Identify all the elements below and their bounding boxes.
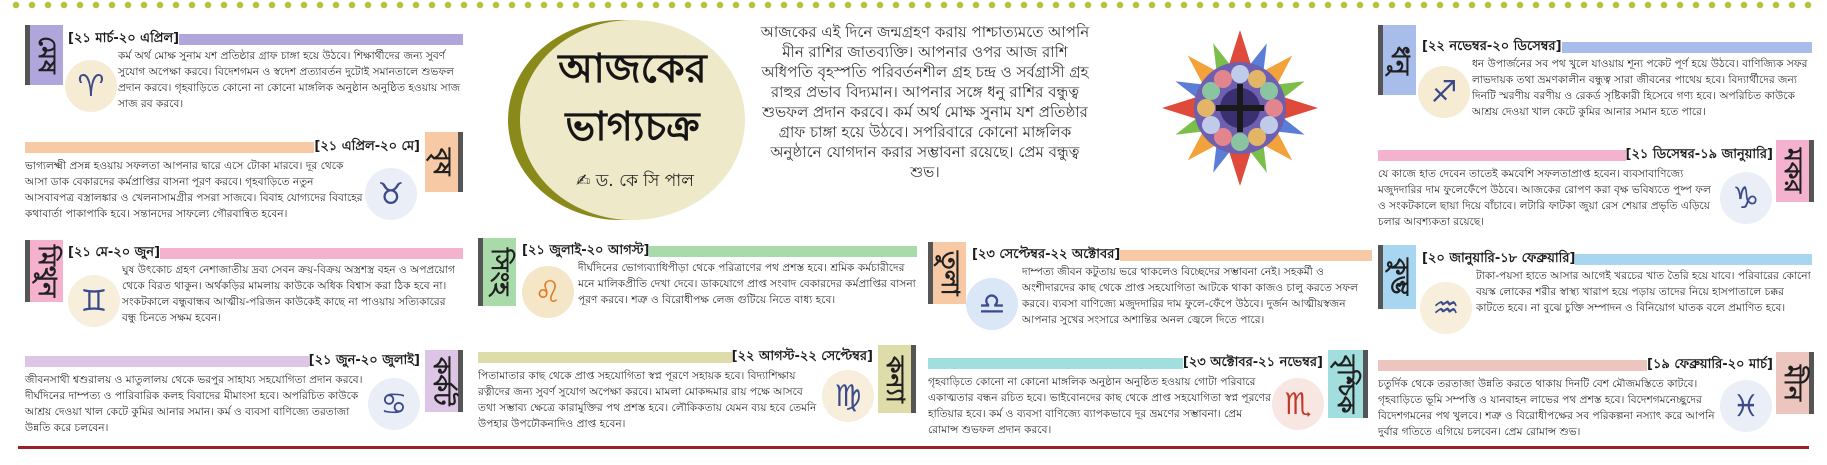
- sign-dates: [১৯ ফেব্রুয়ারি-২০ মার্চ]: [1647, 357, 1773, 372]
- zodiac-wheel-image: [1160, 28, 1320, 188]
- sign-text-mithun: ঘুষ উৎকোচ গ্রহণ নেশাজাতীয় দ্রব্য সেবন ক্রয়-বিক্রয় অস্ত্রশস্ত্র বহন ও অপপ্রয়োগ থেকে বিরত থাকুন। অর্থকড়ির মামলায় কাউকে অধিক বিশ্বাস করা ঠিক হবে না। সংকটকালে বন্ধুবান্ধব আত্মীয়-পরিজন কাউকেই কাছে না পাওয়ায় সত্যিকারের বন্ধু চিনতে সক্ষম হবেন।: [122, 264, 455, 324]
- top-decoration: [10, 0, 1817, 10]
- color-bar: [1562, 42, 1812, 53]
- color-bar: [160, 248, 463, 259]
- sign-text-kumbha: টাকা-পয়সা হাতে আসার আগেই খরচের খাত তৈরি হয়ে যাবে। পরিবারের কোনো বয়স্ক লোকের শরীর স্বাস্থ্য খারাপ হয়ে পড়ায় তাদের নিয়ে হাসপাতালে চক্কর কাটতে হবে। না বুঝে চুক্তি সম্পাদন ও বিনিয়োগ ঘাতক বলে প্রমাণিত হবে।: [1476, 270, 1811, 314]
- sign-text-karkat: জীবনসাথী শ্বশুরালয় ও মাতুলালয় থেকে ভরপুর সাহায্য সহযোগিতা প্রদান করবে। দীর্ঘদিনের দাম্পত্য ও পারিবারিক কলহ বিবাদের মীমাংসা হবে। অপরিচিত কাউকে আশ্রয় দেওয়া খাল কেটে কুমির আনার সমান। কর্ম ও ব্যবসা বাণিজ্যে তরতাজা উন্নতি করে চলবেন।: [25, 374, 363, 434]
- sign-dates: [২১ মার্চ-২০ এপ্রিল]: [68, 31, 180, 46]
- sign-text-mesh: কর্ম অর্থ মোক্ষ সুনাম যশ প্রতিষ্ঠার গ্রাফ চাঙ্গা হয়ে উঠবে। শিক্ষার্থীদের জন্য সুবর্ণ সুযোগ অপেক্ষা করবে। বিদেশগমন ও স্বদেশ প্রত্যাবর্তন দুটোই সমানতালে শুভফল প্রদান করবে। গৃহবাড়িতে কোনো না কোনো মাঙ্গলিক অনুষ্ঠান অনুষ্ঠিত হওয়ায় সাজ সাজ রব করবে।: [118, 50, 461, 110]
- author: [530, 168, 740, 196]
- sign-header-kanya: [478, 348, 873, 367]
- sign-tab-brishchik: বৃশ্চিক: [1328, 350, 1368, 418]
- bottom-rule: [18, 446, 1809, 449]
- sign-text-brish: ভাগ্যলক্ষ্মী প্রসন্ন হওয়ায় সফলতা আপনার দ্বারে এসে টোকা মারবে। দূর থেকে আসা ডাক বেকারদের কর্মপ্রাপ্তির বাসনা পূরণ করবে। গৃহবাড়িতে নতুন আসবাবপত্র বস্ত্রালঙ্কার ও খেলনাসামগ্রীর পসরা সাজবে। বিবাহ যোগ্যদের বিবাহের কথাবার্তা পাকাপাকি হবে। সন্তানদের সাফল্যে গৌরবান্বিত হবেন।: [25, 160, 363, 220]
- sign-header-kumbha: [1422, 250, 1812, 269]
- sign-tab-kanya: কন্যা: [878, 345, 916, 413]
- taurus-icon: ♉: [365, 168, 417, 220]
- sign-tab-mithun: মিথুন: [25, 240, 63, 302]
- leo-icon: ♌: [522, 266, 574, 318]
- sign-dates: [২১ ডিসেম্বর-১৯ জানুয়ারি]: [1625, 147, 1773, 162]
- sign-text-kanya: পিতামাতার কাছ থেকে প্রাপ্ত সহযোগিতা স্বপ্ন পূরণে সহায়ক হবে। বিদ্যাশিক্ষায় রত্নীদের জন্য সুবর্ণ সুযোগ অপেক্ষা করবে। মামলা মোকদ্দমার রায় পক্ষে আসবে তথা সম্ভাব্য ক্ষেত্রে কারামুক্তির পথ প্রশস্ত হবে। লৌকিকতায় যেমন ব্যয় হবে তেমনি উপহার উপঢৌকনাদিও প্রাপ্ত হবেন।: [478, 370, 817, 430]
- sign-tab-makar: মকর: [1776, 140, 1814, 202]
- virgo-icon: ♍: [822, 370, 874, 422]
- sign-header-meen: [1378, 356, 1773, 375]
- title-line-1: আজকের: [558, 45, 707, 92]
- sign-header-dhanu: [1422, 38, 1812, 57]
- sign-text-tula: দাম্পত্য জীবন কটুতায় ভরে থাকলেও বিচ্ছেদের সম্ভাবনা নেই। সহকর্মী ও অংশীদারদের কাছ থেকে প্রাপ্ত সহযোগিতা আটকে থাকা কাজও চালু করতে সফল করবে। ব্যবসা বাণিজ্যে মজুদদারির দাম ফুলে-ফেঁপে উঠবে। দুর্জন আত্মীয়স্বজন আপনার সুখের সংসারে অশান্তির অনল জ্বেলে দিতে পারে।: [1022, 266, 1358, 326]
- sign-dates: [২২ নভেম্বর-২০ ডিসেম্বর]: [1422, 39, 1562, 54]
- sign-tab-mesh: মেষ: [25, 25, 63, 85]
- sign-dates: [২১ এপ্রিল-২০ মে]: [314, 139, 420, 154]
- sign-tab-brish: বৃষ: [425, 132, 463, 192]
- pen-icon: ✍: [576, 171, 591, 191]
- author-name: ড. কে সি পাল: [595, 171, 694, 191]
- sign-text-brishchik: গৃহবাড়িতে কোনো না কোনো মাঙ্গলিক অনুষ্ঠান অনুষ্ঠিত হওয়ায় গোটা পরিবারে একাত্মতার বন্ধন রচিত হবে। ভাইবোনদের কাছ থেকে প্রাপ্ত সহযোগিতা স্বপ্ন পূরণের হাতিয়ার হবে। কর্ম ও ব্যবসা বাণিজ্যে ব্যাপকভাবে দূর ভ্রমণের সম্ভাবনা। প্রেম রোমান্স শুভফল প্রদান করবে।: [928, 376, 1271, 436]
- libra-icon: ♎: [966, 278, 1018, 330]
- color-bar: [1378, 150, 1626, 161]
- sign-dates: [২১ মে-২০ জুন]: [68, 245, 161, 260]
- sign-header-tula: [972, 246, 1372, 265]
- sign-dates: [২১ জুলাই-২০ আগস্ট]: [522, 243, 650, 258]
- sign-header-singha: [522, 242, 917, 261]
- color-bar: [649, 246, 917, 257]
- sign-tab-dhanu: ধনু: [1378, 25, 1416, 95]
- title-line-2: ভাগ্যচক্র: [565, 103, 700, 150]
- sign-tab-meen: মীন: [1776, 352, 1814, 414]
- sign-dates: [২২ আগস্ট-২২ সেপ্টেম্বর]: [731, 349, 873, 364]
- intro-text: আজকের এই দিনে জন্মগ্রহণ করায় পাশ্চাত্যমতে আপনি মীন রাশির জাতব্যক্তি। আপনার ওপর আজ রাশি অধিপতি বৃহস্পতি পরিবর্তনশীল গ্রহ চন্দ্র ও সর্বগ্রাসী গ্রহ রাহুর প্রভাব বিদ্যমান। আপনার সঙ্গে ধনু রাশির বন্ধুত্ব শুভফল প্রদান করবে। কর্ম অর্থ মোক্ষ সুনাম যশ প্রতিষ্ঠার গ্রাফ চাঙ্গা হয়ে উঠবে। সপরিবারে কোনো মাঙ্গলিক অনুষ্ঠানে যোগদান করার সম্ভাবনা রয়েছে। প্রেম বন্ধুত্ব শুভ।: [760, 23, 1090, 181]
- sign-text-makar: যে কাজে হাত দেবেন তাতেই কমবেশি সফলতাপ্রাপ্ত হবেন। ব্যবসাবাণিজ্যে মজুদদারির দাম ফুলেফেঁপে উঠবে। আজকের রোপণ করা বৃক্ষ ভবিষ্যতে পুষ্প ফল ও সংকটকালে ছায়া দিয়ে বাঁচাবে। লটারি ফাটকা জুয়া রেস শেয়ার প্রভৃতি এড়িয়ে চলার আবশ্যকতা রয়েছে।: [1378, 168, 1711, 228]
- page-title: [520, 40, 745, 156]
- color-bar: [478, 352, 732, 363]
- sign-tab-tula: তুলা: [928, 242, 966, 304]
- sign-header-brish: [25, 138, 420, 157]
- color-bar: [25, 142, 314, 153]
- capricorn-icon: ♑: [1720, 172, 1772, 224]
- sign-dates: [২৩ সেপ্টেম্বর-২২ অক্টোবর]: [972, 247, 1121, 262]
- sign-header-mithun: [68, 244, 463, 263]
- aries-icon: ♈: [65, 60, 117, 112]
- sign-header-karkat: [25, 352, 420, 371]
- sign-dates: [২১ জুন-২০ জুলাই]: [308, 353, 420, 368]
- sign-header-makar: [1378, 146, 1773, 165]
- color-bar: [1120, 250, 1372, 261]
- aquarius-icon: ♒: [1420, 282, 1472, 334]
- sign-dates: [২০ জানুয়ারি-১৮ ফেব্রুয়ারি]: [1422, 251, 1576, 266]
- sign-header-brishchik: [928, 354, 1323, 373]
- cancer-icon: ♋: [368, 378, 420, 430]
- sign-dates: [২৩ অক্টোবর-২১ নভেম্বর]: [1182, 355, 1323, 370]
- color-bar: [25, 356, 309, 367]
- pisces-icon: ♓: [1720, 380, 1772, 432]
- sign-header-mesh: [68, 30, 463, 49]
- gemini-icon: ♊: [68, 275, 120, 327]
- sign-text-dhanu: ধন উপার্জনের সব পথ খুলে যাওয়ায় শূন্য পকেট পূর্ণ হয়ে উঠবে। বাণিজ্যিক সফর লাভদায়ক তথা ভ্রমণকালীন বন্ধুত্ব সারা জীবনের পাথেয় হবে। বিদ্যার্থীদের জন্য দিনটি স্মরণীয় বরণীয় ও রেকর্ড সৃষ্টিকারী হিসেবে গণ্য হবে। অপরিচিত কাউকে আশ্রয় দেওয়া খাল কেটে কুমির আনার সমান হতে পারে।: [1472, 58, 1808, 118]
- sign-tab-singha: সিংহ: [478, 238, 516, 306]
- scorpio-icon: ♏: [1272, 378, 1324, 430]
- color-bar: [179, 34, 463, 45]
- sign-tab-kumbha: কুম্ভ: [1378, 245, 1416, 309]
- color-bar: [1378, 360, 1647, 371]
- sign-text-singha: দীর্ঘদিনের ভোগ্যব্যাধিপীড়া থেকে পরিত্রাণের পথ প্রশস্ত হবে। শ্রমিক কর্মচারীদের মনে মালিকপ্রীতি দেখা দেবে। ডাকযোগে প্রাপ্ত সংবাদ বেকারদের কর্মপ্রাপ্তির বাসনা পূরণ করবে। শত্রু ও বিরোধীপক্ষ লেজ গুটিয়ে নিতে বাধ্য হবে।: [578, 262, 916, 306]
- color-bar: [928, 358, 1183, 369]
- color-bar: [1575, 254, 1812, 265]
- sign-text-meen: চতুর্দিক থেকে তরতাজা উন্নতি করতে থাকায় দিনটি বেশ মৌজমস্তিতে কাটবে। গৃহবাড়িতে ভূমি সম্পত্তি ও যানবাহন লাভের পথ প্রশস্ত হবে। বিদেশগমনেচ্ছুদের বিদেশগমনের পথ খুলবে। শত্রু ও বিরোধীপক্ষের সব পরিকল্পনা নস্যাৎ করে আপনি দুর্বার গতিতে এগিয়ে চলবেন। প্রেম রোমান্স শুভ।: [1378, 378, 1715, 438]
- sagittarius-icon: ♐: [1418, 66, 1470, 118]
- sign-tab-karkat: কর্কট: [425, 350, 463, 412]
